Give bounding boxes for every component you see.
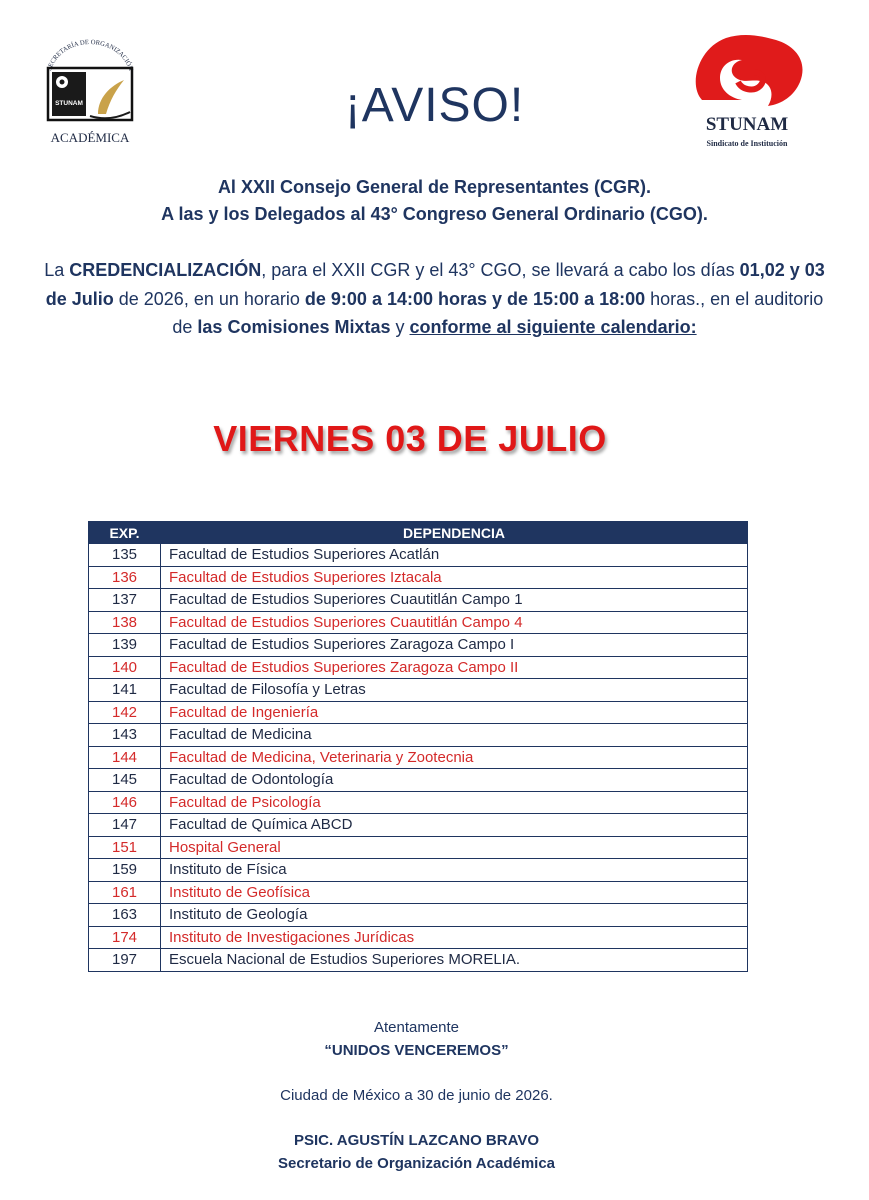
dependencia-cell: Facultad de Medicina, Veterinaria y Zootecnia [161, 746, 748, 769]
intro-text: de 2026, en un horario [113, 288, 305, 309]
table-row [89, 611, 748, 634]
exp-cell: 174 [89, 926, 161, 949]
table-row [89, 589, 748, 612]
exp-cell: 161 [89, 881, 161, 904]
dependencia-cell: Escuela Nacional de Estudios Superiores MORELIA. [161, 949, 748, 972]
closing-regards: Atentamente [373, 1019, 460, 1036]
dependencia-cell: Facultad de Medicina [161, 724, 748, 747]
intro-bold: las Comisiones Mixtas [197, 317, 391, 337]
exp-cell: 136 [89, 566, 161, 589]
table-row [89, 814, 748, 837]
exp-cell: 151 [89, 836, 161, 859]
intro-paragraph [40, 256, 829, 342]
exp-cell: 141 [89, 679, 161, 702]
dependencia-cell: Facultad de Estudios Superiores Zaragoza Campo I [161, 634, 748, 657]
exp-cell: 140 [89, 656, 161, 679]
table-row [89, 634, 748, 657]
exp-cell: 143 [89, 724, 161, 747]
dependencia-cell: Facultad de Estudios Superiores Zaragoza Campo II [161, 656, 748, 679]
logo-right-name: STUNAM [705, 114, 789, 135]
dependencia-cell: Facultad de Estudios Superiores Iztacala [161, 566, 748, 589]
exp-cell: 142 [89, 701, 161, 724]
table-row [89, 746, 748, 769]
dependencia-cell: Instituto de Investigaciones Jurídicas [161, 926, 748, 949]
dependencia-cell: Facultad de Ingeniería [161, 701, 748, 724]
exp-cell: 159 [89, 859, 161, 882]
schedule-table [88, 521, 748, 972]
table-row [89, 926, 748, 949]
exp-cell: 197 [89, 949, 161, 972]
dependencia-cell: Facultad de Odontología [161, 769, 748, 792]
logo-arc-text: SECRETARÍA DE ORGANIZACIÓN [45, 38, 135, 72]
column-header-exp: EXP. [89, 522, 161, 544]
intro-bold: de 9:00 a 14:00 horas y de 15:00 a 18:00 [304, 288, 646, 309]
dependencia-cell: Facultad de Estudios Superiores Cuautitlán Campo 1 [161, 589, 748, 612]
table-row [89, 566, 748, 589]
exp-cell: 138 [89, 611, 161, 634]
closing-motto: “UNIDOS VENCEREMOS” [324, 1042, 509, 1059]
table-row [89, 769, 748, 792]
dependencia-cell: Instituto de Física [161, 859, 748, 882]
exp-cell: 137 [89, 589, 161, 612]
table-row [89, 836, 748, 859]
table-row [89, 724, 748, 747]
intro-text: horas., en el auditorio de [172, 288, 824, 337]
exp-cell: 147 [89, 814, 161, 837]
exp-cell: 146 [89, 791, 161, 814]
dependencia-cell: Instituto de Geología [161, 904, 748, 927]
intro-text: , para el XXII CGR y el 43° CGO, se llevará a cabo los días [261, 260, 740, 280]
table-row [89, 679, 748, 702]
table-row [89, 544, 748, 567]
table-row [89, 881, 748, 904]
table-header-row [89, 522, 748, 544]
notice-title: ¡AVISO! [344, 79, 525, 132]
exp-cell: 163 [89, 904, 161, 927]
dependencia-cell: Facultad de Estudios Superiores Cuautitlán Campo 4 [161, 611, 748, 634]
table-row [89, 791, 748, 814]
exp-cell: 144 [89, 746, 161, 769]
dependencia-cell: Facultad de Psicología [161, 791, 748, 814]
dependencia-cell: Facultad de Estudios Superiores Acatlán [161, 544, 748, 567]
addressee-line-1: Al XXII Consejo General de Representantes (CGR). [217, 177, 652, 197]
exp-cell: 145 [89, 769, 161, 792]
dependencia-cell: Facultad de Química ABCD [161, 814, 748, 837]
dependencia-cell: Hospital General [161, 836, 748, 859]
intro-underlined: conforme al siguiente calendario: [409, 317, 697, 337]
exp-cell: 135 [89, 544, 161, 567]
signer-name: PSIC. AGUSTÍN LAZCANO BRAVO [293, 1132, 539, 1149]
signer-title: Secretario de Organización Académica [277, 1155, 556, 1172]
logo-right-caption: Sindicato de Institución [706, 139, 788, 148]
logo-left-name: STUNAM [55, 100, 83, 107]
exp-cell: 139 [89, 634, 161, 657]
column-header-dependencia: DEPENDENCIA [161, 522, 748, 544]
intro-bold: CREDENCIALIZACIÓN [69, 260, 262, 280]
table-row [89, 701, 748, 724]
table-row [89, 859, 748, 882]
addressee-line-2: A las y los Delegados al 43° Congreso General Ordinario (CGO). [161, 204, 708, 224]
dependencia-cell: Facultad de Filosofía y Letras [161, 679, 748, 702]
table-row [89, 904, 748, 927]
intro-text: La [44, 260, 70, 280]
intro-text: y [390, 317, 410, 337]
place-date: Ciudad de México a 30 de junio de 2026. [280, 1087, 553, 1104]
addressees [0, 174, 869, 228]
intro-bold: 01,02 y 03 de Julio [45, 260, 825, 309]
table-row [89, 949, 748, 972]
table-row [89, 656, 748, 679]
logo-left-caption: ACADÉMICA [50, 130, 130, 145]
day-title: VIERNES 03 DE JULIO [213, 418, 607, 459]
dependencia-cell: Instituto de Geofísica [161, 881, 748, 904]
